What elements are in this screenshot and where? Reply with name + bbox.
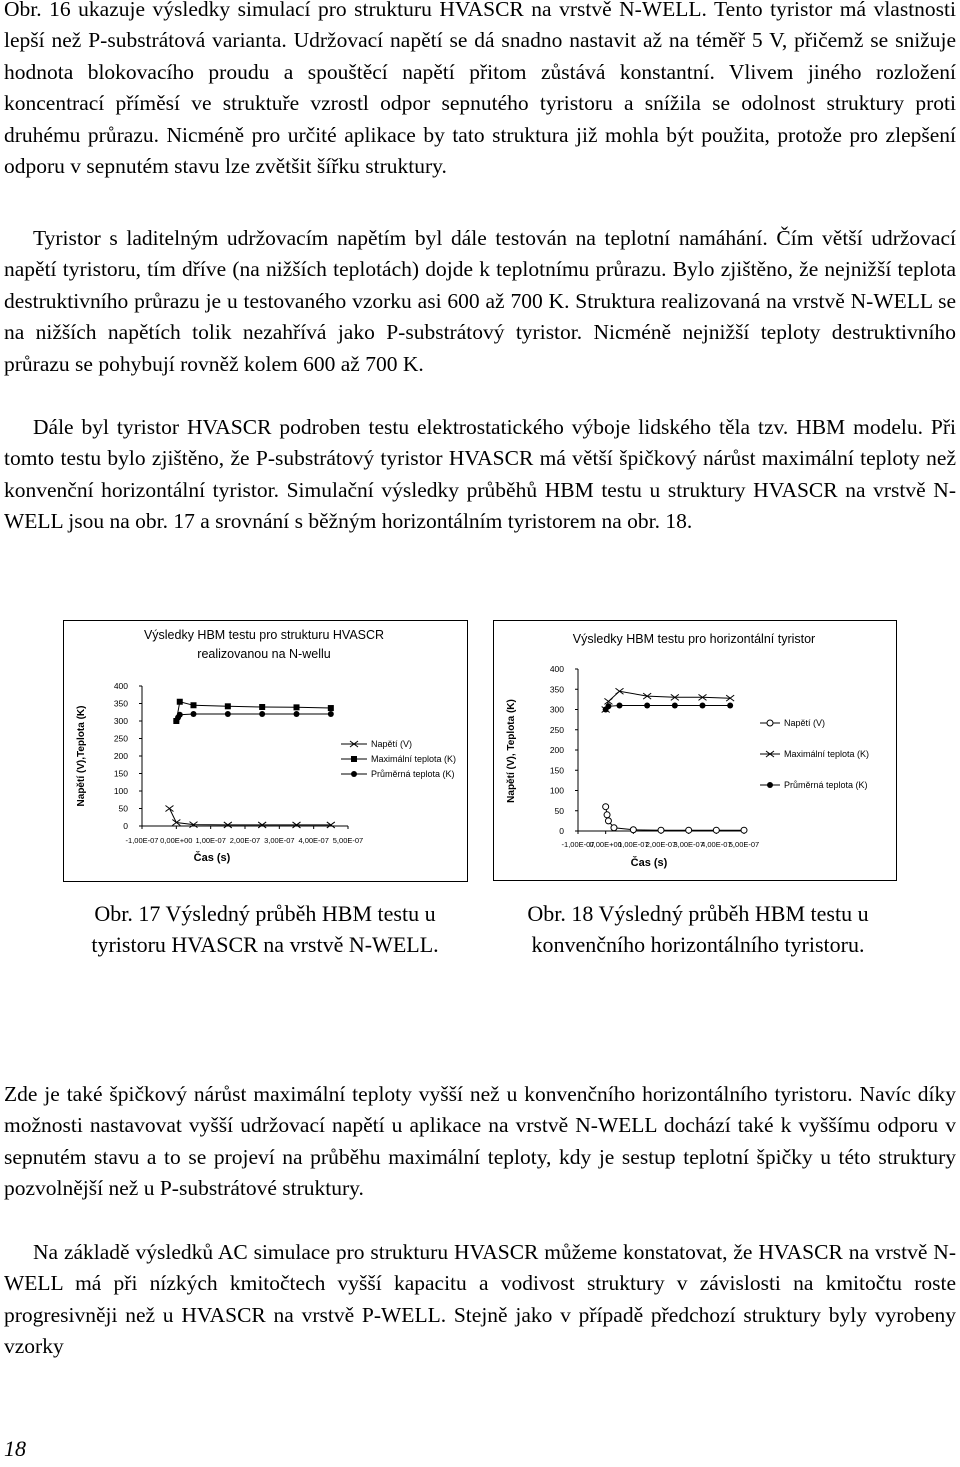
data-point [177, 699, 183, 705]
data-point [177, 712, 183, 718]
data-point [686, 827, 692, 833]
y-tick-label: 150 [549, 765, 564, 776]
y-tick-label: 150 [113, 768, 128, 779]
y-tick-label: 300 [113, 716, 128, 726]
x-tick-label: 3,00E-07 [264, 836, 295, 845]
y-tick-label: 200 [549, 745, 564, 755]
legend-label: Průměrná teplota (K) [784, 780, 868, 790]
x-tick-label: 5,00E-07 [728, 840, 760, 849]
data-point [259, 704, 265, 710]
data-point [611, 825, 617, 831]
legend-marker [767, 782, 773, 788]
legend-label: Napětí (V) [784, 718, 826, 728]
data-point [191, 711, 197, 717]
y-axis-label: Napětí (V),Teplota (K) [76, 705, 87, 807]
data-point [603, 804, 609, 810]
y-tick-label: 400 [113, 681, 128, 691]
x-tick-label: 0,00E+00 [160, 836, 193, 845]
x-tick-label: 0,00E+00 [589, 840, 622, 849]
y-tick-label: 350 [113, 698, 128, 709]
series-line [176, 714, 330, 721]
y-tick-label: 50 [118, 803, 128, 814]
y-tick-label: 0 [559, 826, 564, 836]
series-line [606, 706, 731, 710]
figure-18-caption: Obr. 18 Výsledný průběh HBM testu u konvenčního horizontálního tyristoru. [527, 901, 869, 957]
x-tick-label: 4,00E-07 [701, 840, 732, 849]
chart-hvascr-nwell [63, 620, 468, 882]
y-axis-label: Napětí (V), Teplota (K) [506, 699, 517, 803]
data-point [605, 818, 611, 824]
x-tick-label: 2,00E-07 [229, 836, 261, 845]
data-point [225, 711, 231, 717]
series-line [606, 807, 744, 831]
legend-marker [767, 720, 773, 726]
data-point [672, 702, 678, 708]
paragraph-3: Dále byl tyristor HVASCR podroben testu elektrostatického výboje lidského těla tzv. HBM modelu. Při tomto testu bylo zjištěno, že P-substrátový tyristor HVASCR má větší špičkový nárůst maximální teploty než konvenční horizontální tyristor. Simulační výsledky průběhů HBM testu u struktury HVASCR na vrstvě N-WELL jsou na obr. 17 a srovnání s běžným horizontálním tyristorem na obr. 18. [4, 415, 956, 534]
legend-label: Maximální teplota (K) [784, 749, 870, 759]
data-point [616, 688, 624, 694]
data-point [605, 703, 611, 709]
data-point [165, 806, 173, 812]
x-tick-label: -1,00E-07 [125, 836, 159, 845]
paragraph-4: Zde je také špičkový nárůst maximální teploty vyšší než u konvenčního horizontálního tyristoru. Navíc díky možnosti nastavovat vyšší udržovací napětí u aplikace na vrstvě N-WELL dochází také k vyššímu odporu v sepnutém stavu a to se projeví na průběhu maximální teploty, kdy je sestup teplotní špičky u této struktury pozvolnější než u P-substrátové struktury. [4, 1082, 956, 1201]
y-tick-label: 250 [549, 724, 564, 735]
paragraph-5: Na základě výsledků AC simulace pro strukturu HVASCR můžeme konstatovat, že HVASCR na vrstvě N-WELL má při nízkých kmitočtech vyšší kapacitu a vodivost struktury v závislosti na kmitočtu roste progresivněji než u HVASCR na vrstvě P-WELL. Stejně jako v případě předchozí struktury byly vyrobeny vzorky [4, 1240, 956, 1359]
data-point [644, 702, 650, 708]
y-tick-label: 300 [549, 704, 564, 715]
data-point [700, 702, 706, 708]
y-tick-label: 350 [549, 684, 564, 695]
y-tick-label: 50 [554, 805, 564, 816]
x-tick-label: 5,00E-07 [332, 836, 364, 845]
chart-horizontal-thyristor [493, 620, 897, 881]
chart-horizontal-thyristor-svg [494, 621, 896, 880]
data-point [630, 827, 636, 833]
x-axis-label: Čas (s) [630, 857, 668, 869]
paragraph-1: Obr. 16 ukazuje výsledky simulací pro strukturu HVASCR na vrstvě N-WELL. Tento tyristor má vlastnosti lepší než P-substrátová varianta. Udržovací napětí se dá snadno nastavit až na téměř 5 V, přičemž se snižuje hodnota blokovacího proudu a spouštěcí napětí přitom zůstává konstantní. Vlivem jiného rozložení koncentrací příměsí ve struktuře vzrostl odpor sepnutého tyristoru a snížila se odolnost struktury proti druhému průrazu. Nicméně pro určité aplikace by tato struktura již mohla být použita, protože pro zlepšení odporu v sepnutém stavu lze zvětšit šířku struktury. [4, 0, 956, 179]
data-point [727, 702, 733, 708]
data-point [604, 812, 610, 818]
page-number: 18 [4, 1436, 26, 1461]
data-point [191, 702, 197, 708]
data-point [617, 702, 623, 708]
data-point [294, 711, 300, 717]
x-axis-label: Čas (s) [193, 852, 231, 864]
series-line [170, 809, 331, 825]
data-point [741, 827, 747, 833]
paragraph-2: Tyristor s laditelným udržovacím napětím byl dále testován na teplotní namáhání. Čím větší udržovací napětí tyristoru, tím dříve (na nižších teplotách) dojde k teplotnímu průrazu. Bylo zjištěno, že nejnižší teplota destruktivního průrazu je u testovaného vzorku asi 600 až 700 K. Struktura realizovaná na vrstvě N-WELL se na nižších napětích tolik nezahřívá jako P-substrátový tyristor. Nicméně nejnižší teploty destruktivního průrazu se pohybují rovněž kolem 600 až 700 K. [4, 226, 956, 376]
y-tick-label: 400 [549, 664, 564, 674]
x-tick-label: 1,00E-07 [618, 840, 649, 849]
data-point [225, 703, 231, 709]
legend-marker [351, 756, 357, 762]
chart-title: realizovanou na N-wellu [197, 647, 331, 661]
y-tick-label: 0 [123, 821, 128, 831]
chart-title: Výsledky HBM testu pro strukturu HVASCR [143, 628, 385, 642]
y-tick-label: 100 [113, 786, 128, 796]
x-tick-label: 2,00E-07 [645, 840, 677, 849]
legend-label: Průměrná teplota (K) [371, 769, 455, 779]
series-line [606, 691, 731, 709]
legend-label: Napětí (V) [371, 739, 413, 749]
data-point [328, 711, 334, 717]
legend-label: Maximální teplota (K) [371, 754, 457, 764]
data-point [328, 705, 334, 711]
y-tick-label: 250 [113, 733, 128, 744]
data-point [294, 704, 300, 710]
y-tick-label: 200 [113, 751, 128, 761]
x-tick-label: -1,00E-07 [561, 840, 595, 849]
x-tick-label: 4,00E-07 [298, 836, 329, 845]
chart-title: Výsledky HBM testu pro horizontální tyristor [572, 632, 816, 646]
data-point [713, 827, 719, 833]
x-tick-label: 1,00E-07 [195, 836, 226, 845]
figure-17-caption: Obr. 17 Výsledný průběh HBM testu u tyristoru HVASCR na vrstvě N-WELL. [91, 901, 439, 957]
series-line [176, 702, 330, 721]
x-tick-label: 3,00E-07 [673, 840, 704, 849]
data-point [658, 827, 664, 833]
legend-marker [351, 771, 357, 777]
data-point [259, 711, 265, 717]
y-tick-label: 100 [549, 785, 564, 796]
chart-hvascr-nwell-svg [64, 621, 467, 881]
